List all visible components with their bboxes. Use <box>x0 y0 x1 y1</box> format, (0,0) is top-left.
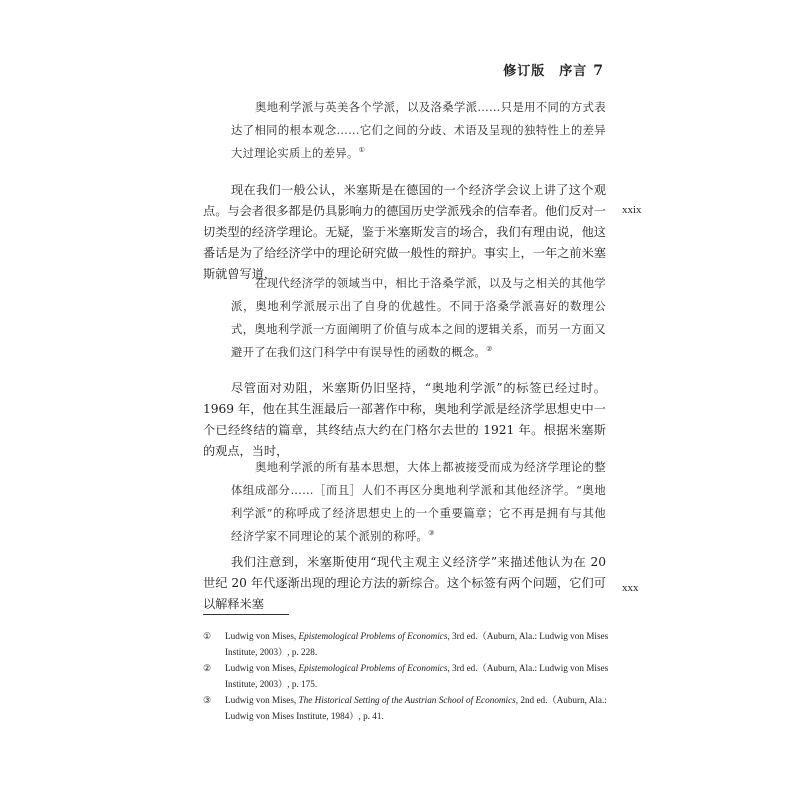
footnote-3-title: The Historical Setting of the Austrian School of Economics <box>298 695 516 705</box>
paragraph-1-text: 现在我们一般公认，米塞斯是在德国的一个经济学会议上讲了这个观点。与会者很多都是仍具影响力的德国历史学派残余的信奉者。他们反对一切类型的经济学理论。无疑，鉴于米塞斯发言的场合，我们有理由说，他这番话是为了给经济学中的理论研究做一般性的辩护。事实上，一年之前米塞斯就曾写道， <box>203 183 606 281</box>
quote-2-text: 在现代经济学的领域当中，相比于洛桑学派，以及与之相关的其他学派，奥地利学派展示出了自身的优越性。不同于洛桑学派喜好的数理公式，奥地利学派一方面阐明了价值与成本之间的逻辑关系，而另一方面又避开了在我们这门科学中有误导性的函数的概念。 <box>231 277 606 359</box>
block-quote-3 <box>231 456 606 548</box>
quote-1-text: 奥地利学派与英美各个学派，以及洛桑学派……只是用不同的方式表达了相同的根本观念……它们之间的分歧、术语及呈现的独特性上的差异大过理论实质上的差异。 <box>231 101 606 160</box>
paragraph-1 <box>203 180 606 285</box>
footnote-2-title: Epistemological Problems of Economics <box>298 663 448 673</box>
margin-page-xxix: xxix <box>622 204 642 216</box>
footnote-ref-1[interactable]: ① <box>358 146 366 155</box>
block-quote-2 <box>231 272 606 364</box>
footnote-2-mark: ② <box>203 663 212 673</box>
footnote-ref-3[interactable]: ③ <box>428 529 435 538</box>
footnotes <box>203 628 613 724</box>
footnote-3 <box>203 692 613 724</box>
footnote-1 <box>203 628 613 660</box>
header-title: 修订版 序言 <box>503 64 588 79</box>
paragraph-2 <box>203 378 606 462</box>
footnote-2 <box>203 660 613 692</box>
paragraph-2-text: 尽管面对劝阻，米塞斯仍旧坚持，“奥地利学派”的标签已经过时。1969 年，他在其生涯最后一部著作中称，奥地利学派是经济学思想史中一个已经终结的篇章，其终结点大约在门格尔去世的 1921 年。根据米塞斯的观点，当时， <box>203 381 606 458</box>
footnote-ref-2[interactable]: ② <box>486 345 493 354</box>
footnote-3-mark: ③ <box>203 695 212 705</box>
running-header <box>503 60 604 79</box>
footnote-divider <box>203 614 289 615</box>
footnote-1-mark: ① <box>203 631 212 641</box>
paragraph-3 <box>203 552 606 615</box>
footnote-2-author: Ludwig von Mises, <box>225 663 299 673</box>
footnote-1-title: Epistemological Problems of Economics <box>298 631 448 641</box>
block-quote-1 <box>231 96 606 165</box>
footnote-3-rest: , 2nd ed.（Auburn, Ala.: Ludwig von Mises Institute, 1984）, p. 41. <box>225 695 607 721</box>
footnote-2-rest: , 3rd ed.（Auburn, Ala.: Ludwig von Mises Institute, 2003）, p. 175. <box>225 663 609 689</box>
quote-3-text: 奥地利学派的所有基本思想，大体上都被接受而成为经济学理论的整体组成部分……［而且］人们不再区分奥地利学派和其他经济学。“奥地利学派”的称呼成了经济思想史上的一个重要篇章；它不再是拥有与其他经济学家不同理论的某个派别的称呼。 <box>231 461 606 543</box>
footnote-1-rest: , 3rd ed.（Auburn, Ala.: Ludwig von Mises Institute, 2003）, p. 228. <box>225 631 609 657</box>
footnote-3-author: Ludwig von Mises, <box>225 695 299 705</box>
paragraph-3-text: 我们注意到，米塞斯使用“现代主观主义经济学”来描述他认为在 20 世纪 20 年代逐渐出现的理论方法的新综合。这个标签有两个问题，它们可以解释米塞 <box>203 555 606 611</box>
margin-page-xxx: xxx <box>622 582 639 594</box>
page-number: 7 <box>593 63 604 79</box>
footnote-1-author: Ludwig von Mises, <box>225 631 299 641</box>
